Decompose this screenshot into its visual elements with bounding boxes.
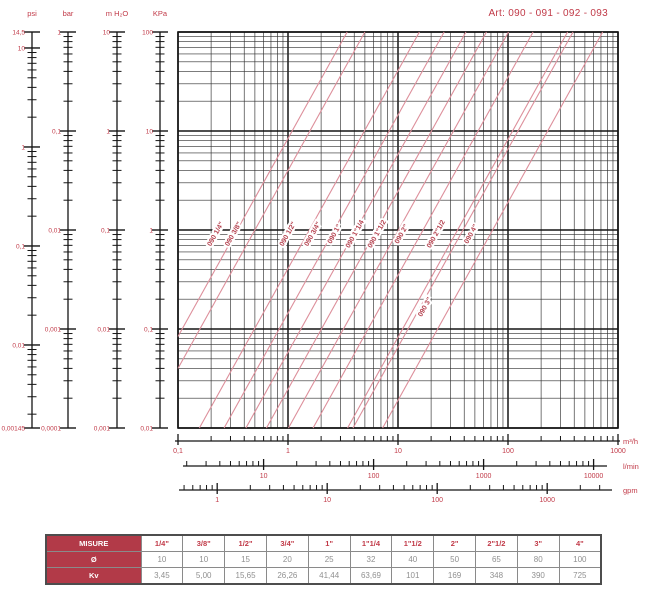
svg-text:10: 10 xyxy=(259,473,268,480)
row-header: Kv xyxy=(46,568,141,585)
table-cell: 725 xyxy=(559,568,601,585)
table-cell: 25 xyxy=(308,552,350,568)
pressure-scale-3 xyxy=(140,9,168,433)
svg-text:0,1: 0,1 xyxy=(51,128,61,136)
table-cell: 4" xyxy=(559,535,601,552)
kv-line-label: 090 3/4" xyxy=(303,220,323,248)
kv-table xyxy=(45,534,602,585)
table-cell: 40 xyxy=(392,552,434,568)
svg-text:1: 1 xyxy=(57,29,61,37)
kv-line-label: 090 2"1/2 xyxy=(426,219,447,250)
svg-text:100: 100 xyxy=(502,448,514,455)
svg-text:100: 100 xyxy=(142,29,153,37)
svg-text:0,01: 0,01 xyxy=(12,342,25,350)
flow-axis-gpm xyxy=(179,483,638,504)
table-cell: 15,65 xyxy=(225,568,267,585)
flow-axis-l/min xyxy=(183,459,639,480)
svg-text:0,001: 0,001 xyxy=(44,326,61,334)
table-cell: 3,45 xyxy=(141,568,183,585)
table-row xyxy=(46,568,601,585)
kv-line-label: 090 3/8" xyxy=(224,220,244,248)
flow-axis-unit: gpm xyxy=(623,486,638,495)
svg-text:1: 1 xyxy=(286,448,290,455)
pressure-scale-0 xyxy=(2,9,41,433)
table-cell: 101 xyxy=(392,568,434,585)
svg-text:1000: 1000 xyxy=(610,448,626,455)
table-cell: 1/4" xyxy=(141,535,183,552)
kv-line-label: 090 1"1/4 xyxy=(344,219,366,250)
kv-line-label: 090 2" xyxy=(393,223,411,246)
svg-text:0,001: 0,001 xyxy=(93,425,110,433)
svg-text:0,0001: 0,0001 xyxy=(41,425,61,433)
table-cell: 50 xyxy=(434,552,476,568)
table-cell: 5,00 xyxy=(183,568,225,585)
table-row xyxy=(46,535,601,552)
table-cell: 1" xyxy=(308,535,350,552)
table-cell: 41,44 xyxy=(308,568,350,585)
kv-line-label: 090 1" xyxy=(326,223,343,246)
kv-line-label: 090 3" xyxy=(417,296,434,319)
svg-text:0,1: 0,1 xyxy=(100,227,110,235)
table-cell: 65 xyxy=(476,552,518,568)
row-header: MISURE xyxy=(46,535,141,552)
scale-unit-label: psi xyxy=(27,9,37,18)
table-cell: 390 xyxy=(517,568,559,585)
svg-text:100: 100 xyxy=(367,473,380,480)
table-cell: 32 xyxy=(350,552,392,568)
pressure-scale-1 xyxy=(41,9,76,433)
kv-line-label: 090 1/2" xyxy=(278,220,298,248)
svg-text:1: 1 xyxy=(149,227,153,235)
scale-unit-label: KPa xyxy=(152,9,168,18)
kv-line-label: 090 1/4" xyxy=(206,220,226,248)
table-row xyxy=(46,552,601,568)
table-cell: 1"1/4 xyxy=(350,535,392,552)
table-cell: 169 xyxy=(434,568,476,585)
svg-text:10000: 10000 xyxy=(583,473,604,480)
table-cell: 10 xyxy=(141,552,183,568)
svg-text:0,1: 0,1 xyxy=(143,326,153,334)
kv-line-label: 090 1"1/2 xyxy=(366,219,388,250)
svg-text:100: 100 xyxy=(431,497,444,504)
table-cell: 1/2" xyxy=(225,535,267,552)
svg-text:1: 1 xyxy=(215,497,220,504)
table-cell: 10 xyxy=(183,552,225,568)
table-cell: 3/4" xyxy=(266,535,308,552)
table-cell: 63,69 xyxy=(350,568,392,585)
pressure-scale-2 xyxy=(94,9,129,433)
svg-text:0,00145: 0,00145 xyxy=(1,425,25,433)
svg-text:0,01: 0,01 xyxy=(48,227,61,235)
svg-text:10: 10 xyxy=(394,448,402,455)
table-cell: 348 xyxy=(476,568,518,585)
scale-unit-label: bar xyxy=(62,9,74,18)
table-cell: 2"1/2 xyxy=(476,535,518,552)
svg-text:14,5: 14,5 xyxy=(12,29,25,37)
row-header: Ø xyxy=(46,552,141,568)
svg-text:0,1: 0,1 xyxy=(15,243,25,251)
table-cell: 1"1/2 xyxy=(392,535,434,552)
svg-text:10: 10 xyxy=(145,128,153,136)
svg-text:1: 1 xyxy=(21,144,25,152)
table-cell: 15 xyxy=(225,552,267,568)
table-cell: 80 xyxy=(517,552,559,568)
table-cell: 26,26 xyxy=(266,568,308,585)
svg-text:0,1: 0,1 xyxy=(173,448,183,455)
flow-axis-unit: m³/h xyxy=(623,437,638,446)
svg-text:10: 10 xyxy=(17,45,25,53)
table-cell: 3/8" xyxy=(183,535,225,552)
table-cell: 2" xyxy=(434,535,476,552)
flow-axis-unit: l/min xyxy=(623,462,639,471)
table-cell: 3" xyxy=(517,535,559,552)
svg-text:1000: 1000 xyxy=(475,473,492,480)
svg-text:10: 10 xyxy=(102,29,110,37)
article-title: Art: 090 - 091 - 092 - 093 xyxy=(488,8,608,19)
svg-text:0,01: 0,01 xyxy=(140,425,153,433)
svg-text:10: 10 xyxy=(323,497,332,504)
svg-text:1: 1 xyxy=(106,128,110,136)
table-cell: 100 xyxy=(559,552,601,568)
table-cell: 20 xyxy=(266,552,308,568)
svg-text:0,01: 0,01 xyxy=(97,326,110,334)
kv-line-label: 090 4" xyxy=(463,223,480,246)
scale-unit-label: m H₂O xyxy=(105,9,129,18)
svg-text:1000: 1000 xyxy=(539,497,555,504)
flow-axis-m3h xyxy=(173,434,638,455)
